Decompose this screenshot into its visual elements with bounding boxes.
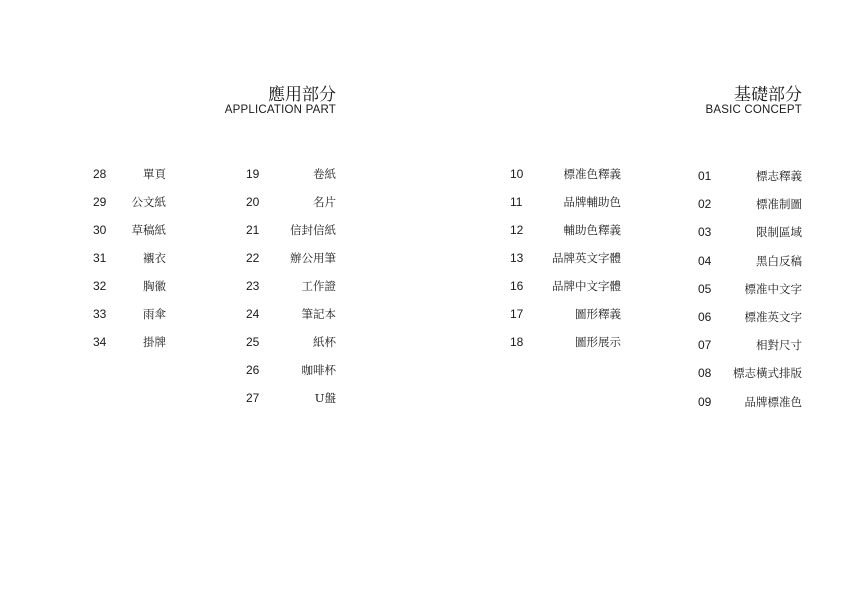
toc-item[interactable] [510,194,621,210]
page-number: 10 [510,167,524,181]
basic-title: 基礎部分 [734,85,802,105]
toc-item[interactable] [93,334,166,350]
toc-item[interactable] [510,306,621,322]
application-title: 應用部分 [268,85,336,105]
toc-label: 公文紙 [131,195,166,209]
toc-item[interactable] [510,166,621,182]
toc-label: 工作證 [301,279,336,293]
basic-list-2 [698,168,802,418]
toc-item[interactable] [246,390,336,406]
toc-item[interactable] [246,334,336,350]
toc-label: 相對尺寸 [756,338,802,352]
application-list-1 [93,166,166,366]
toc-item[interactable] [246,306,336,322]
toc-item[interactable] [246,222,336,238]
toc-item[interactable] [246,362,336,378]
toc-item[interactable] [698,394,802,410]
page-number: 33 [93,307,107,321]
page-number: 23 [246,279,260,293]
toc-item[interactable] [510,250,621,266]
toc-label: 品牌中文字體 [552,279,621,293]
toc-label: 信封信紙 [290,223,336,237]
page-number: 22 [246,251,260,265]
toc-label: 限制區域 [756,225,802,239]
toc-label: 品牌標准色 [744,395,802,409]
toc-label: 圖形釋義 [575,307,621,321]
page-number: 09 [698,395,712,409]
toc-item[interactable] [93,166,166,182]
toc-label: 卷紙 [313,167,336,181]
page-number: 32 [93,279,107,293]
page-number: 01 [698,169,712,183]
page-number: 31 [93,251,107,265]
toc-label: 辦公用筆 [290,251,336,265]
toc-item[interactable] [698,168,802,184]
toc-label: U盤 [314,391,336,405]
application-list-2 [246,166,336,416]
application-subtitle: APPLICATION PART [224,104,336,116]
toc-item[interactable] [698,337,802,353]
toc-item[interactable] [510,278,621,294]
page-number: 05 [698,282,712,296]
toc-item[interactable] [698,309,802,325]
toc-item[interactable] [246,166,336,182]
page-number: 26 [246,363,260,377]
toc-label: 單頁 [143,167,166,181]
page-number: 13 [510,251,524,265]
toc-label: 標准英文字 [744,310,802,324]
toc-item[interactable] [93,222,166,238]
page-number: 20 [246,195,260,209]
toc-item[interactable] [698,224,802,240]
toc-item[interactable] [93,194,166,210]
page-number: 07 [698,338,712,352]
toc-label: 襯衣 [143,251,166,265]
page-number: 29 [93,195,107,209]
page-number: 19 [246,167,260,181]
toc-label: 標准制圖 [756,197,802,211]
toc-item[interactable] [698,281,802,297]
page-number: 04 [698,254,712,268]
toc-label: 咖啡杯 [301,363,336,377]
toc-label: 品牌英文字體 [552,251,621,265]
page-number: 17 [510,307,524,321]
toc-item[interactable] [246,194,336,210]
page-number: 18 [510,335,524,349]
toc-item[interactable] [93,278,166,294]
page-number: 30 [93,223,107,237]
toc-label: 名片 [313,195,336,209]
toc-item[interactable] [510,222,621,238]
toc-item[interactable] [698,365,802,381]
page-number: 27 [246,391,260,405]
toc-label: 標准中文字 [744,282,802,296]
toc-item[interactable] [93,306,166,322]
toc-item[interactable] [246,250,336,266]
toc-label: 標志釋義 [756,169,802,183]
page-number: 24 [246,307,260,321]
toc-label: 品牌輔助色 [563,195,621,209]
page-number: 12 [510,223,524,237]
toc-item[interactable] [510,334,621,350]
basic-subtitle: BASIC CONCEPT [705,104,802,116]
toc-label: 紙杯 [313,335,336,349]
page-number: 21 [246,223,260,237]
basic-list-1 [510,166,621,366]
page-number: 08 [698,366,712,380]
toc-label: 筆記本 [301,307,336,321]
toc-label: 雨傘 [143,307,166,321]
toc-label: 輔助色釋義 [563,223,621,237]
toc-label: 標准色釋義 [563,167,621,181]
toc-label: 黑白反稿 [756,254,802,268]
toc-item[interactable] [246,278,336,294]
page-number: 02 [698,197,712,211]
toc-label: 掛牌 [143,335,166,349]
toc-item[interactable] [93,250,166,266]
toc-label: 標志橫式排版 [733,366,802,380]
toc-label: 胸徽 [143,279,166,293]
toc-item[interactable] [698,196,802,212]
page-number: 25 [246,335,260,349]
page-number: 34 [93,335,107,349]
toc-item[interactable] [698,253,802,269]
page-number: 28 [93,167,107,181]
toc-label: 草稿紙 [131,223,166,237]
page-number: 06 [698,310,712,324]
page-number: 16 [510,279,524,293]
toc-label: 圖形展示 [575,335,621,349]
page-number: 11 [510,195,523,209]
page-number: 03 [698,225,712,239]
